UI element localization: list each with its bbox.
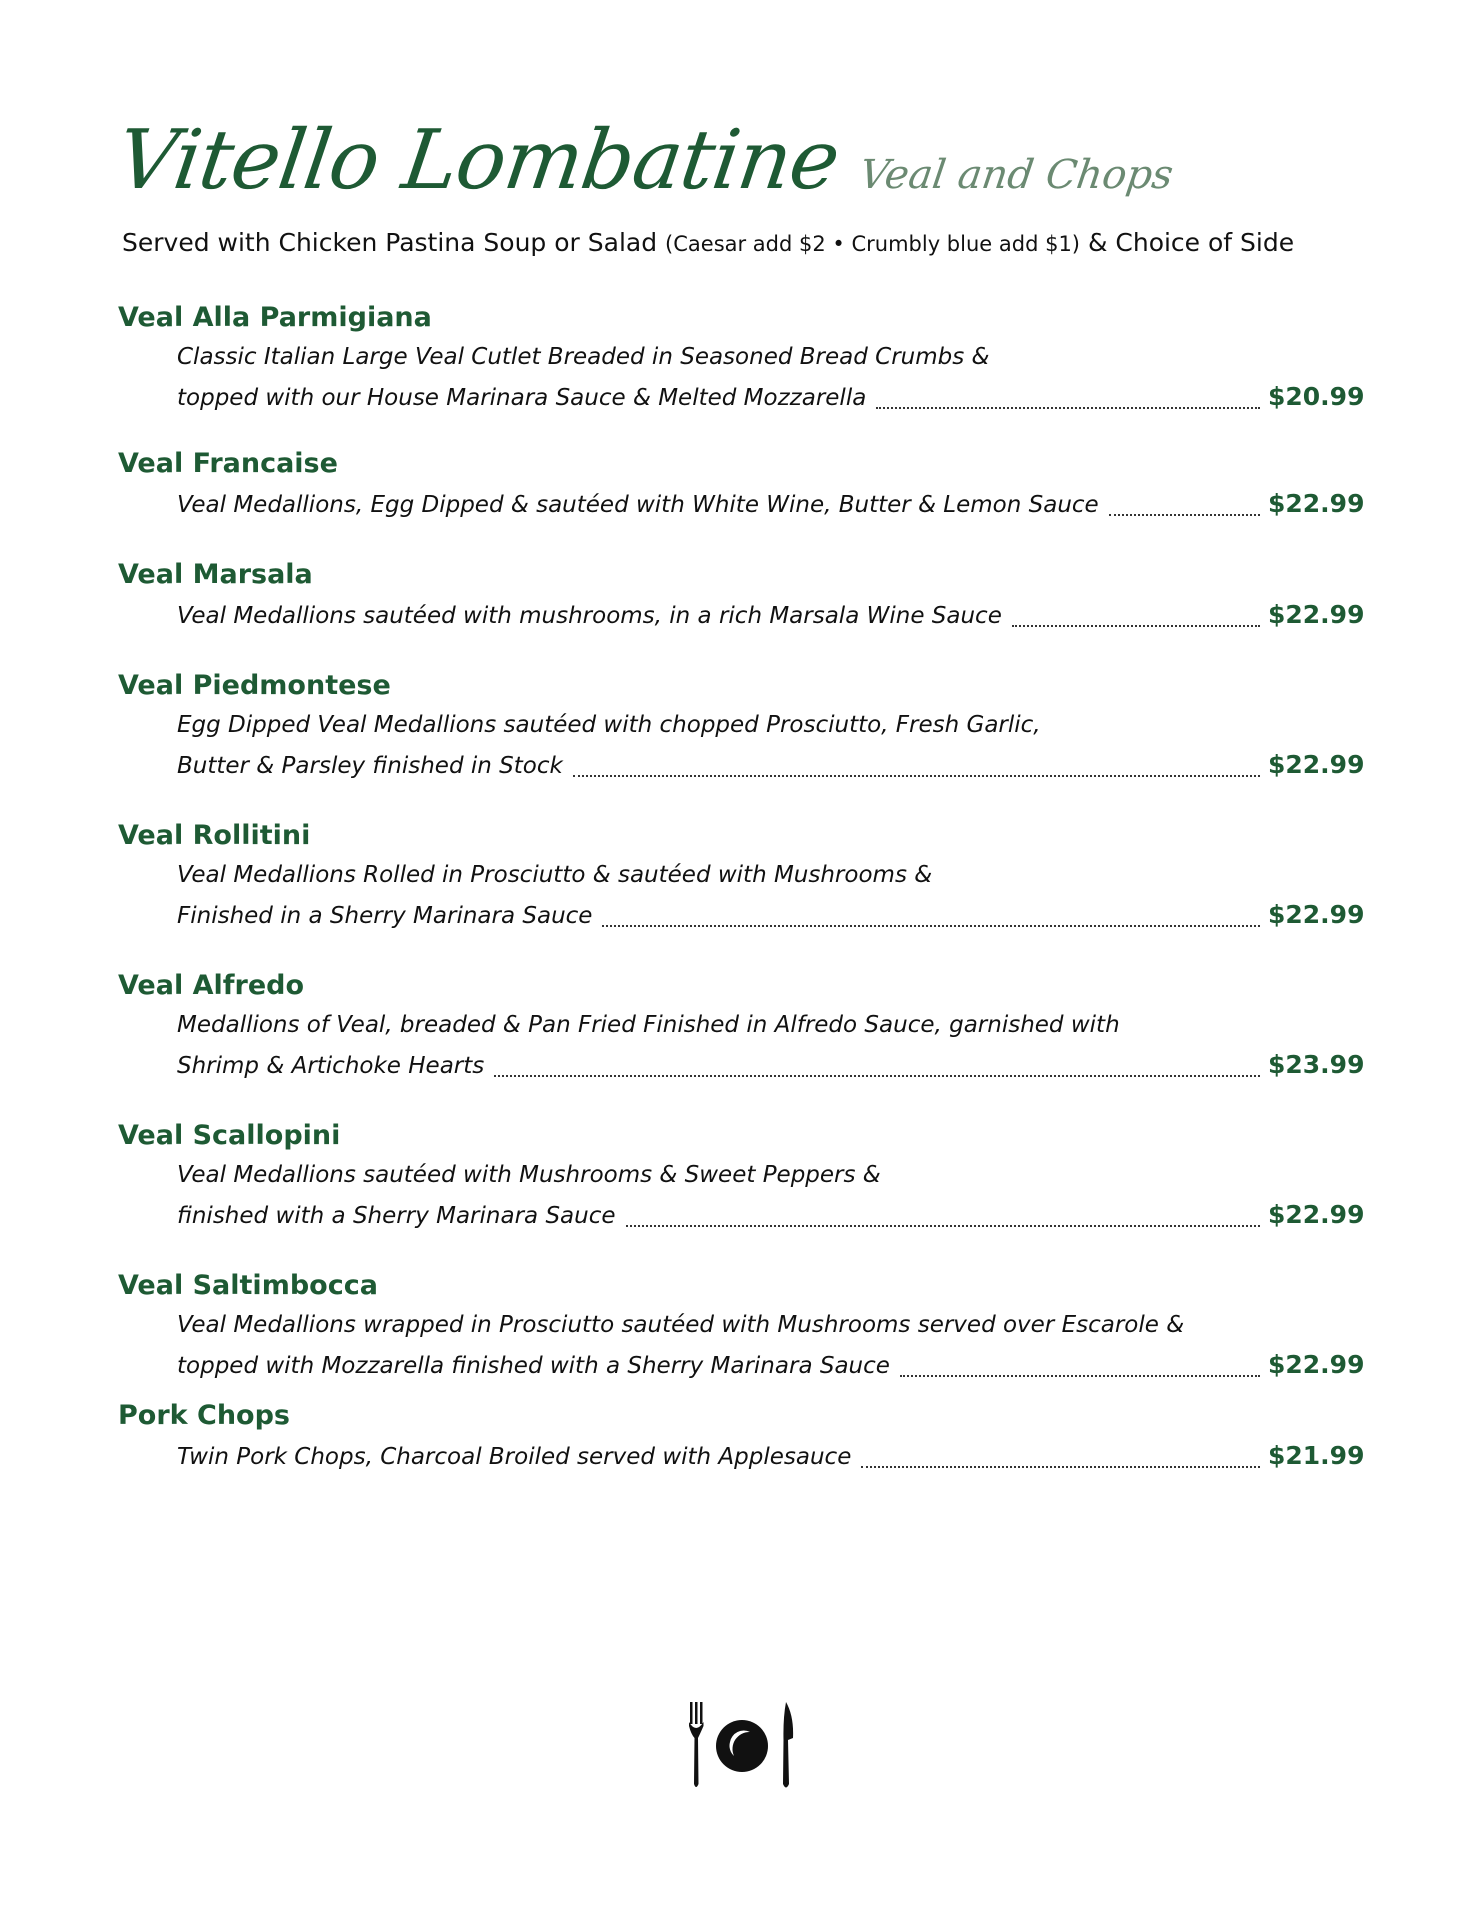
menu-item-name: Veal Francaise: [118, 448, 338, 479]
menu-item-description: Veal Medallions, Egg Dipped & sautéed with White Wine, Butter & Lemon Sauce: [177, 492, 1099, 518]
served-main-text: Served with Chicken Pastina Soup or Salad: [122, 228, 658, 257]
menu-item-description: Shrimp & Artichoke Hearts: [177, 1053, 485, 1079]
menu-item-price: $21.99: [1268, 1441, 1365, 1470]
dotted-leader: [861, 1466, 1260, 1468]
menu-item-price-row: [177, 1045, 1364, 1084]
menu-item-description: Veal Medallions sautéed with mushrooms, in a rich Marsala Wine Sauce: [177, 603, 1002, 629]
menu-item: [118, 816, 1364, 934]
menu-item-description: Veal Medallions Rolled in Prosciutto & sautéed with Mushrooms &: [177, 862, 933, 888]
menu-item-description: topped with our House Marinara Sauce & Melted Mozzarella: [177, 385, 867, 411]
menu-item: [118, 966, 1364, 1084]
menu-item-price-row: [177, 1436, 1364, 1475]
menu-item: [118, 666, 1364, 784]
menu-item-price: $22.99: [1268, 1350, 1365, 1379]
menu-item-description: Egg Dipped Veal Medallions sautéed with chopped Prosciutto, Fresh Garlic,: [177, 712, 1041, 738]
dotted-leader: [1109, 514, 1260, 516]
menu-item-price-row: [177, 745, 1364, 784]
menu-item-price-row: [177, 1345, 1364, 1384]
menu-item-description: Classic Italian Large Veal Cutlet Breaded in Seasoned Bread Crumbs &: [177, 344, 990, 370]
menu-item-description: Finished in a Sherry Marinara Sauce: [177, 903, 593, 929]
served-options-text: (Caesar add $2 • Crumbly blue add $1): [665, 232, 1080, 256]
menu-item-description: topped with Mozzarella finished with a Sherry Marinara Sauce: [177, 1353, 890, 1379]
menu-item-description: Veal Medallions sautéed with Mushrooms & Sweet Peppers &: [177, 1162, 881, 1188]
menu-item-description: finished with a Sherry Marinara Sauce: [177, 1203, 616, 1229]
menu-item-price: $23.99: [1268, 1050, 1365, 1079]
dotted-leader: [876, 407, 1260, 409]
menu-item: [118, 1266, 1364, 1384]
menu-item: [118, 555, 1364, 634]
menu-item: [118, 1116, 1364, 1234]
menu-item-price: $22.99: [1268, 750, 1365, 779]
menu-items-list: [118, 298, 1364, 1475]
page-subtitle: Veal and Chops: [856, 152, 1176, 198]
menu-item-name: Veal Piedmontese: [118, 670, 391, 701]
place-setting-icon: [684, 1698, 800, 1794]
menu-item: [118, 444, 1364, 523]
dotted-leader: [1012, 625, 1260, 627]
page-title: Vitello Lombatine: [111, 113, 845, 208]
menu-item-price-row: [177, 377, 1364, 416]
menu-item-price: $22.99: [1268, 600, 1365, 629]
menu-item-price-row: [177, 595, 1364, 634]
menu-item-description: Butter & Parsley finished in Stock: [177, 753, 563, 779]
menu-item-description: Medallions of Veal, breaded & Pan Fried Finished in Alfredo Sauce, garnished with: [177, 1012, 1120, 1038]
menu-item-name: Veal Marsala: [118, 559, 313, 590]
menu-item-price-row: [177, 484, 1364, 523]
menu-header: [111, 113, 1176, 208]
dotted-leader: [626, 1225, 1260, 1227]
menu-item-name: Veal Saltimbocca: [118, 1270, 378, 1301]
menu-item-price: $22.99: [1268, 900, 1365, 929]
menu-item-description: Veal Medallions wrapped in Prosciutto sautéed with Mushrooms served over Escarole &: [177, 1312, 1185, 1338]
dotted-leader: [494, 1075, 1260, 1077]
menu-item-price: $22.99: [1268, 489, 1365, 518]
menu-item-name: Veal Alfredo: [118, 970, 305, 1001]
menu-item-description: Twin Pork Chops, Charcoal Broiled served with Applesauce: [177, 1444, 852, 1470]
menu-item-price-row: [177, 895, 1364, 934]
menu-item-price-row: [177, 1195, 1364, 1234]
menu-item-name: Veal Scallopini: [118, 1120, 341, 1151]
menu-item-name: Veal Rollitini: [118, 820, 311, 851]
menu-item: [118, 298, 1364, 416]
menu-item-price: $22.99: [1268, 1200, 1365, 1229]
menu-item-name: Veal Alla Parmigiana: [118, 302, 432, 333]
served-with-note: [122, 228, 1294, 257]
dotted-leader: [573, 775, 1260, 777]
menu-item-price: $20.99: [1268, 382, 1365, 411]
dotted-leader: [900, 1375, 1260, 1377]
menu-item-name: Pork Chops: [118, 1400, 290, 1431]
dotted-leader: [602, 925, 1260, 927]
menu-item: [118, 1396, 1364, 1475]
served-side-text: & Choice of Side: [1087, 228, 1295, 257]
